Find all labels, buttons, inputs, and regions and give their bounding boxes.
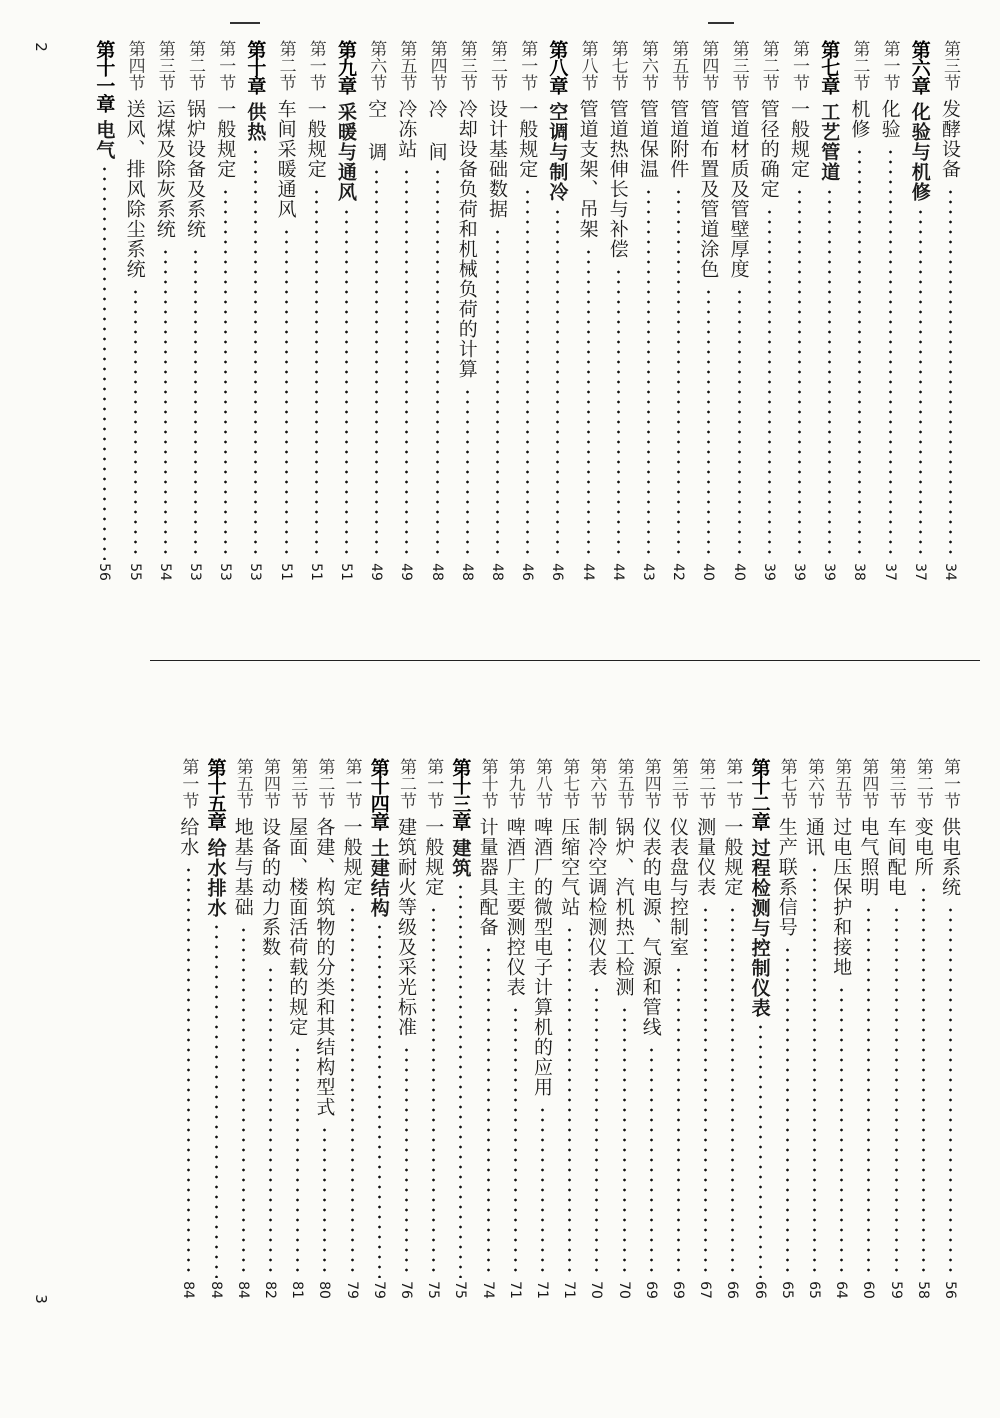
entry-label: 第四节	[124, 40, 145, 91]
entry-page-number	[815, 564, 843, 580]
page-number-text: 37	[881, 563, 898, 581]
page-number-text: 69	[669, 1281, 686, 1299]
entry-label: 第十四章	[367, 758, 390, 830]
page-number-text: 59	[887, 1281, 904, 1299]
toc-upper-block	[78, 40, 968, 600]
page-number-text: 53	[247, 563, 264, 581]
dot-leader	[436, 167, 439, 560]
page-number-text: 76	[397, 1281, 414, 1299]
entry-label: 第四节	[698, 40, 719, 91]
entry-title: 管道保温	[637, 99, 659, 179]
dot-leader	[731, 905, 734, 1278]
page-number-text: 82	[261, 1281, 278, 1299]
page-number-text: 48	[428, 563, 445, 581]
entry-label: 第一节	[305, 40, 326, 91]
entry-title: 建筑	[449, 838, 472, 878]
page-number-text: 70	[588, 1281, 605, 1299]
dot-leader	[242, 925, 245, 1278]
dot-leader	[828, 187, 831, 560]
entry-label: 第五节	[831, 758, 852, 809]
entry-page-number	[845, 564, 873, 580]
page-number-text: 79	[343, 1281, 360, 1299]
entry-title: 空调与制冷	[546, 102, 569, 202]
entry-title: 电气	[93, 120, 116, 160]
toc-lower-block	[78, 758, 968, 1318]
dot-leader	[405, 167, 408, 560]
entry-label: 第七节	[559, 758, 580, 809]
entry-page-number	[211, 564, 239, 580]
entry-title: 计量器具配备	[476, 817, 499, 937]
entry-page-number	[854, 1282, 882, 1298]
entry-page-number	[362, 564, 390, 580]
entry-label: 第四节	[858, 758, 879, 809]
entry-label: 第七章	[818, 40, 841, 94]
dot-leader	[514, 1005, 517, 1278]
entry-page-number	[785, 564, 813, 580]
page-number-text: 42	[670, 563, 687, 581]
entry-title: 设备的动力系数	[259, 817, 281, 957]
dot-leader	[526, 187, 529, 560]
entry-page-number	[338, 1282, 366, 1298]
entry-page-number	[501, 1282, 529, 1298]
entry-page-number	[283, 1282, 311, 1298]
page-number-text: 38	[851, 563, 868, 581]
page-number-text: 64	[833, 1281, 850, 1299]
dot-leader	[459, 882, 462, 1278]
page-number-text: 53	[186, 563, 203, 581]
page-number-text: 84	[180, 1281, 197, 1299]
page-number-text: 46	[549, 563, 566, 581]
dot-leader	[134, 287, 137, 560]
page-number-text: 56	[941, 1281, 958, 1299]
entry-page-number	[513, 564, 541, 580]
entry-label: 第一节	[789, 40, 809, 91]
entry-label: 第二节	[314, 758, 335, 809]
entry-title: 土建结构	[367, 838, 390, 918]
entry-label: 第六节	[804, 758, 824, 809]
dot-leader	[541, 1105, 544, 1278]
dot-leader	[704, 905, 707, 1278]
page-number-text: 39	[760, 563, 777, 581]
entry-page-number	[876, 564, 904, 580]
entry-page-number	[800, 1282, 828, 1298]
entry-page-number	[241, 564, 269, 580]
page-number-text: 66	[751, 1281, 768, 1299]
dot-leader	[949, 187, 952, 560]
entry-page-number	[272, 564, 300, 580]
page-number-text: 44	[609, 563, 626, 581]
entry-label: 第二节	[487, 40, 507, 91]
entry-title: 一般规定	[340, 817, 363, 897]
page-number-text: 51	[277, 563, 294, 581]
entry-page-number	[691, 1282, 719, 1298]
entry-title: 一般规定	[304, 99, 327, 179]
entry-label: 第八章	[546, 40, 569, 94]
entry-page-number	[773, 1282, 801, 1298]
entry-page-number	[882, 1282, 910, 1298]
entry-title: 各建、构筑物的分类和其结构型式	[313, 817, 336, 1117]
entry-label: 第四节	[260, 758, 280, 809]
entry-label: 第二节	[849, 40, 870, 91]
page-number-text: 39	[790, 563, 807, 581]
dot-leader	[194, 247, 197, 560]
entry-title: 一般规定	[214, 99, 237, 179]
entry-label: 第五节	[396, 40, 417, 91]
entry-page-number	[151, 564, 179, 580]
page-separator	[150, 660, 980, 661]
entry-title: 建筑耐火等级及采光标准	[395, 817, 417, 1037]
dot-leader	[164, 247, 167, 560]
entry-title: 锅炉设备及系统	[184, 99, 206, 239]
page-number-text: 80	[316, 1281, 333, 1299]
entry-title: 测量仪表	[694, 817, 717, 897]
entry-title: 车间配电	[884, 817, 907, 897]
entry-title: 冷 间	[425, 99, 448, 162]
entry-title: 运煤及除灰系统	[153, 99, 176, 239]
dot-leader	[375, 167, 378, 560]
entry-page-number	[610, 1282, 638, 1298]
entry-page-number	[310, 1282, 338, 1298]
dot-leader	[617, 267, 620, 560]
dot-leader	[378, 922, 381, 1278]
entry-label: 第一节	[423, 758, 444, 809]
entry-page-number	[446, 1282, 474, 1298]
dot-leader	[315, 187, 318, 560]
entry-title: 给水排水	[204, 838, 227, 918]
entry-page-number	[936, 1282, 964, 1298]
entry-title: 制冷空调检测仪表	[585, 817, 608, 977]
entry-page-number	[936, 564, 964, 580]
entry-title: 地基与基础	[231, 817, 254, 917]
entry-page-number	[392, 564, 420, 580]
entry-title: 压缩空气站	[558, 817, 581, 917]
page-number-text: 39	[821, 563, 838, 581]
entry-label: 第十章	[244, 40, 267, 94]
page-number-text: 84	[207, 1281, 224, 1299]
page-number-text: 75	[452, 1281, 469, 1299]
entry-page-number	[664, 1282, 692, 1298]
page-number-text: 66	[724, 1281, 741, 1299]
page-number-text: 75	[425, 1281, 442, 1299]
entry-title: 采暖与通风	[335, 102, 357, 202]
dot-leader	[323, 1125, 326, 1278]
entry-page-number	[909, 1282, 937, 1298]
page-number-text: 58	[914, 1281, 931, 1299]
dot-leader	[889, 147, 892, 560]
dot-leader	[677, 965, 680, 1278]
entry-page-number	[634, 564, 662, 580]
page-number-text: 70	[615, 1281, 632, 1299]
entry-page-number	[604, 564, 632, 580]
entry-title: 供热	[244, 102, 267, 142]
entry-title: 冷却设备负荷和机械负荷的计算	[455, 99, 478, 379]
entry-title: 管径的确定	[757, 99, 780, 199]
dot-leader	[432, 905, 435, 1278]
entry-title: 管道布置及管道涂色	[697, 99, 720, 279]
dot-leader	[623, 1005, 626, 1278]
entry-page-number	[302, 564, 330, 580]
entry-title: 工艺管道	[818, 102, 841, 182]
entry-label: 第二节	[275, 40, 296, 91]
page-number-text: 60	[860, 1281, 877, 1299]
entry-title: 屋面、楼面活荷载的规定	[286, 817, 309, 1037]
dot-leader	[895, 905, 898, 1278]
page-number-text: 44	[579, 563, 596, 581]
dot-leader	[466, 387, 469, 560]
dot-leader	[496, 227, 499, 560]
entry-title: 管道材质及管壁厚度	[727, 99, 750, 279]
page-number-text: 37	[911, 563, 928, 581]
entry-page-number	[90, 564, 118, 580]
dot-leader	[215, 922, 218, 1278]
entry-label: 第六章	[908, 40, 931, 94]
entry-title: 机修	[848, 99, 871, 139]
entry-title: 发酵设备	[939, 99, 961, 179]
entry-label: 第一节	[215, 40, 236, 91]
entry-title: 啤酒厂的微型电子计算机的应用	[531, 817, 553, 1097]
entry-title: 仪表盘与控制室	[667, 817, 689, 957]
entry-page-number	[392, 1282, 420, 1298]
page-number-left: 2	[31, 42, 50, 52]
entry-page-number	[332, 564, 360, 580]
page-number-text: 54	[156, 563, 173, 581]
page-number-right: 3	[31, 1294, 50, 1304]
entry-page-number	[664, 564, 692, 580]
entry-title: 一般规定	[516, 99, 539, 179]
entry-label: 第二节	[396, 758, 416, 809]
entry-page-number	[365, 1282, 393, 1298]
dot-leader	[949, 905, 952, 1278]
dot-leader	[254, 147, 257, 560]
entry-page-number	[755, 564, 783, 580]
entry-label: 第二节	[695, 758, 716, 809]
dot-leader	[922, 885, 925, 1278]
entry-page-number	[256, 1282, 284, 1298]
entry-label: 第四节	[640, 758, 661, 809]
page-number-text: 49	[368, 563, 385, 581]
scan-mark	[230, 22, 260, 24]
entry-page-number	[453, 564, 481, 580]
page-number-text: 65	[778, 1281, 795, 1299]
entry-page-number	[229, 1282, 257, 1298]
entry-page-number	[718, 1282, 746, 1298]
entry-page-number	[725, 564, 753, 580]
entry-label: 第三节	[940, 40, 960, 91]
dot-leader	[738, 287, 741, 560]
page-number-text: 71	[561, 1281, 578, 1299]
entry-page-number	[637, 1282, 665, 1298]
entry-title: 车间采暖通风	[274, 99, 297, 219]
page-number-text: 51	[337, 563, 354, 581]
entry-title: 过电压保护和接地	[830, 817, 853, 977]
dot-leader	[813, 865, 816, 1278]
entry-title: 管道热伸长与补偿	[606, 99, 629, 259]
entry-title: 管道支架、吊架	[576, 99, 599, 239]
dot-leader	[568, 925, 571, 1278]
dot-leader	[707, 287, 710, 560]
entry-title: 电气照明	[857, 817, 880, 897]
entry-page-number	[555, 1282, 583, 1298]
entry-page-number	[543, 564, 571, 580]
dot-leader	[677, 187, 680, 560]
entry-title: 一般规定	[422, 817, 445, 897]
dot-leader	[919, 207, 922, 560]
dot-leader	[587, 247, 590, 560]
dot-leader	[840, 985, 843, 1278]
entry-title: 一般规定	[721, 817, 744, 897]
entry-page-number	[181, 564, 209, 580]
entry-label: 第三节	[456, 40, 477, 91]
page-number-text: 69	[642, 1281, 659, 1299]
entry-title: 啤酒厂主要测控仪表	[503, 817, 526, 997]
entry-title: 化验与机修	[908, 102, 931, 202]
page-number-text: 55	[126, 563, 143, 581]
entry-page-number	[746, 1282, 774, 1298]
entry-page-number	[528, 1282, 556, 1298]
entry-title: 生产联系信号	[775, 817, 798, 937]
entry-title: 给水	[177, 817, 200, 857]
page-number-text: 84	[234, 1281, 251, 1299]
entry-page-number	[419, 1282, 447, 1298]
dot-leader	[786, 945, 789, 1278]
entry-label: 第八节	[577, 40, 598, 91]
entry-label: 第五节	[613, 758, 634, 809]
entry-page-number	[202, 1282, 230, 1298]
entry-title: 空 调	[365, 99, 388, 162]
dot-leader	[867, 905, 870, 1278]
dot-leader	[595, 985, 598, 1278]
entry-label: 第十二章	[748, 758, 771, 830]
page-number-text: 53	[217, 563, 234, 581]
entry-label: 第十三章	[449, 758, 472, 830]
entry-page-number	[474, 1282, 502, 1298]
dot-leader	[647, 187, 650, 560]
entry-page-number	[574, 564, 602, 580]
dot-leader	[556, 207, 559, 560]
page-number-text: 79	[370, 1281, 387, 1299]
entry-label: 第三节	[885, 758, 906, 809]
entry-label: 第四节	[426, 40, 447, 91]
entry-label: 第七节	[776, 758, 797, 809]
entry-label: 第一节	[178, 758, 199, 809]
page-number-text: 67	[697, 1281, 714, 1299]
dot-leader	[650, 1045, 653, 1278]
entry-title: 供电系统	[939, 817, 961, 897]
page-number-text: 74	[479, 1281, 496, 1299]
dot-leader	[224, 187, 227, 560]
entry-label: 第九节	[504, 758, 525, 809]
entry-label: 第五节	[232, 758, 253, 809]
entry-title: 送风、排风除尘系统	[123, 99, 146, 279]
page-number-text: 49	[398, 563, 415, 581]
page-number-text: 43	[639, 563, 656, 581]
entry-page-number	[582, 1282, 610, 1298]
page-number-text: 40	[730, 563, 747, 581]
entry-label: 第十五章	[204, 758, 227, 830]
page-number-text: 46	[519, 563, 536, 581]
entry-label: 第六节	[586, 758, 607, 809]
entry-label: 第五节	[668, 40, 689, 91]
entry-label: 第一节	[517, 40, 538, 91]
entry-title: 冷冻站	[395, 99, 418, 159]
entry-page-number	[827, 1282, 855, 1298]
entry-title: 锅炉、汽机热工检测	[612, 817, 635, 997]
entry-title: 过程检测与控制仪表	[748, 838, 771, 1018]
dot-leader	[285, 227, 288, 560]
entry-label: 第六节	[366, 40, 387, 91]
entry-label: 第三节	[287, 758, 308, 809]
entry-title: 管道附件	[667, 99, 690, 179]
page-number-text: 48	[458, 563, 475, 581]
entry-label: 第六节	[638, 40, 658, 91]
entry-label: 第十一章	[93, 40, 116, 112]
page-number-text: 56	[96, 563, 113, 581]
entry-title: 仪表的电源、气源和管线	[639, 817, 662, 1037]
page-number-text: 65	[805, 1281, 822, 1299]
page-number-text: 40	[700, 563, 717, 581]
entry-label: 第三节	[728, 40, 749, 91]
entry-label: 第一节	[940, 758, 960, 809]
entry-page-number	[483, 564, 511, 580]
entry-label: 第八节	[532, 758, 552, 809]
page-number-text: 34	[941, 563, 958, 581]
dot-leader	[487, 945, 490, 1278]
entry-label: 第二节	[185, 40, 205, 91]
page-number-text: 71	[533, 1281, 550, 1299]
dot-leader	[759, 1022, 762, 1278]
entry-title: 化验	[878, 99, 901, 139]
entry-label: 第一节	[879, 40, 900, 91]
entry-label: 第一节	[722, 758, 743, 809]
entry-label: 第一节	[341, 758, 362, 809]
page-number-text: 51	[307, 563, 324, 581]
entry-page-number	[121, 564, 149, 580]
dot-leader	[269, 965, 272, 1278]
entry-label: 第三节	[668, 758, 688, 809]
page-number-text: 48	[488, 563, 505, 581]
entry-title: 一般规定	[788, 99, 810, 179]
entry-label: 第七节	[607, 40, 628, 91]
dot-leader	[405, 1045, 408, 1278]
entry-page-number	[906, 564, 934, 580]
entry-page-number	[694, 564, 722, 580]
scan-mark	[708, 22, 734, 24]
entry-title: 通讯	[803, 817, 825, 857]
entry-title: 变电所	[911, 817, 934, 877]
page-number-text: 81	[289, 1281, 306, 1299]
entry-label: 第二节	[912, 758, 933, 809]
entry-page-number	[423, 564, 451, 580]
dot-leader	[187, 865, 190, 1278]
entry-page-number	[174, 1282, 202, 1298]
entry-label: 第二节	[758, 40, 779, 91]
dot-leader	[858, 147, 861, 560]
dot-leader	[798, 187, 801, 560]
entry-label: 第十节	[477, 758, 498, 809]
entry-label: 第九章	[335, 40, 357, 94]
dot-leader	[296, 1045, 299, 1278]
dot-leader	[351, 905, 354, 1278]
page-number-text: 71	[506, 1281, 523, 1299]
dot-leader	[103, 164, 106, 560]
dot-leader	[345, 207, 348, 560]
entry-label: 第三节	[154, 40, 175, 91]
dot-leader	[768, 207, 771, 560]
entry-title: 设计基础数据	[486, 99, 508, 219]
